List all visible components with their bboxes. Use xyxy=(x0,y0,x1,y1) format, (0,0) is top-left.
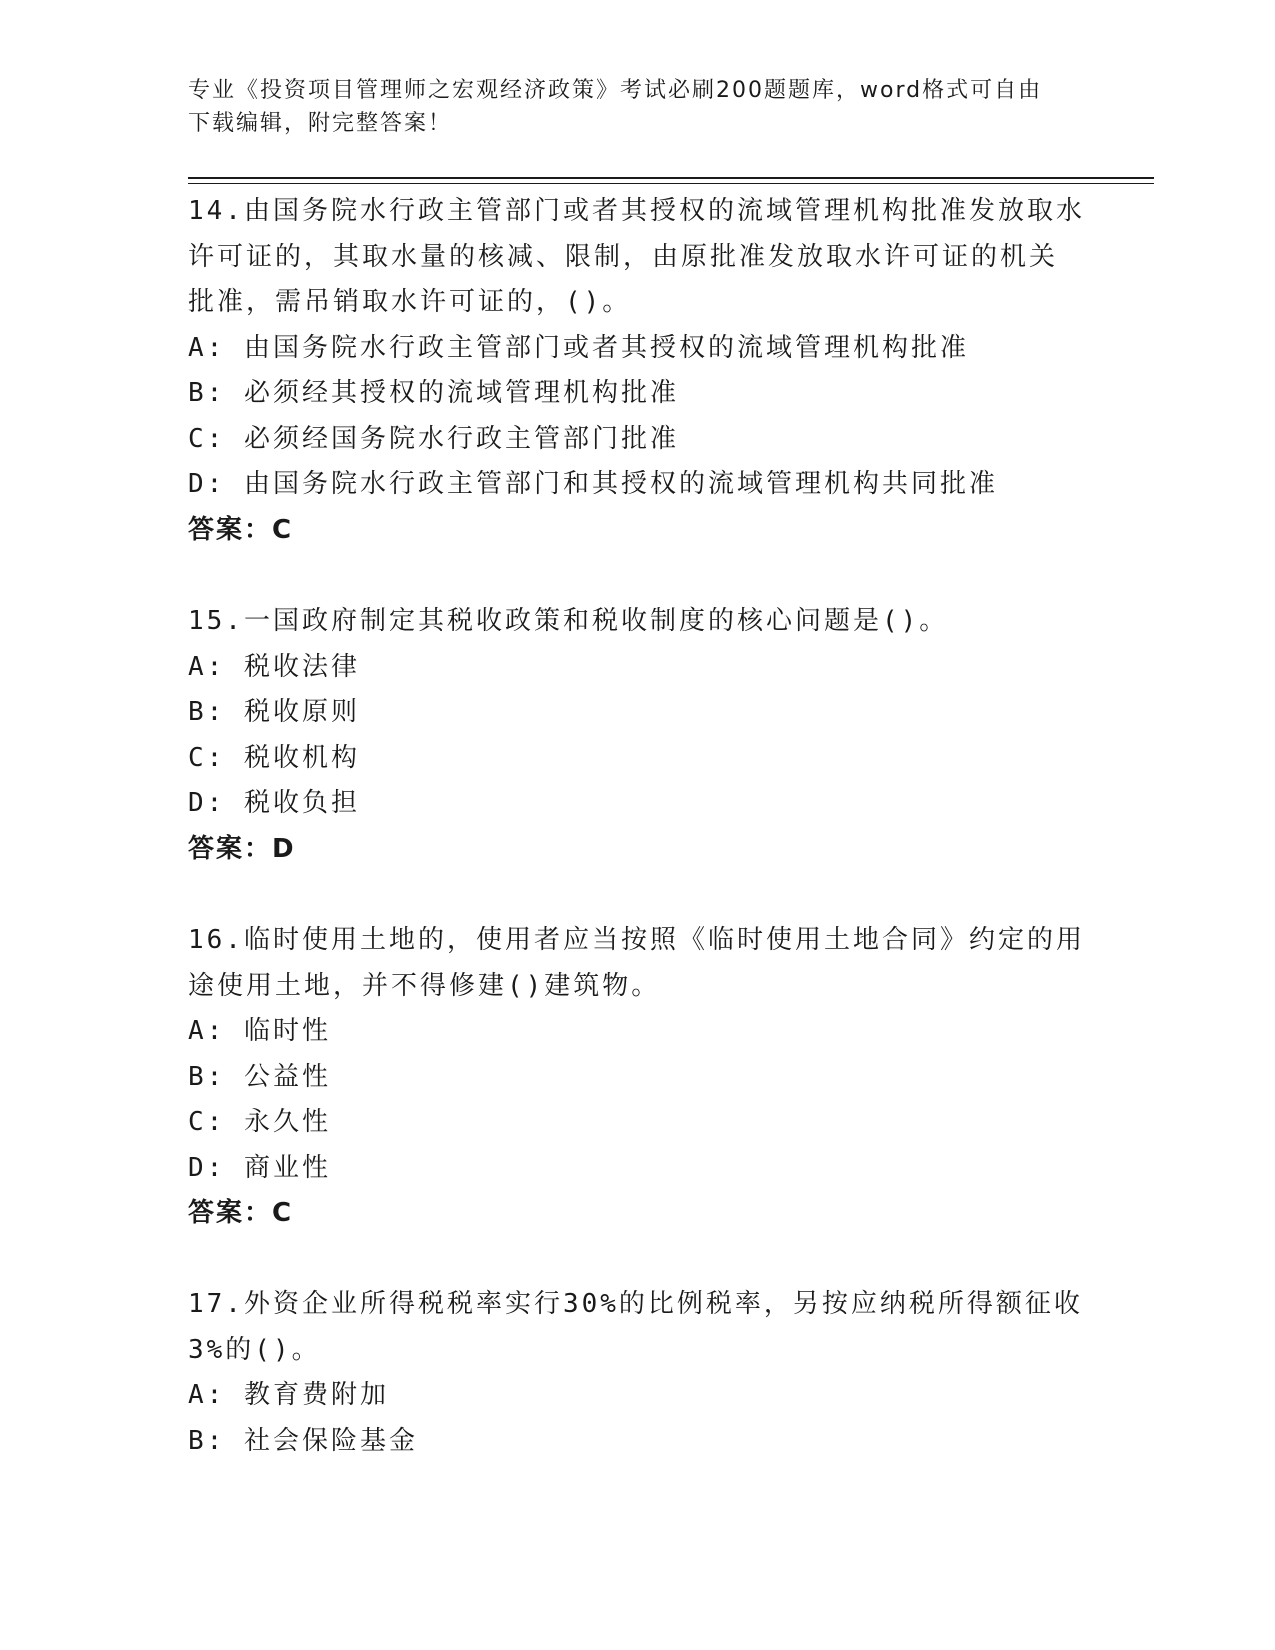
option-a: A: 税收法律 xyxy=(188,651,360,682)
option-a: A: 临时性 xyxy=(188,1016,331,1046)
option-c: C: 永久性 xyxy=(188,1107,331,1137)
option-c: C: 税收机构 xyxy=(188,742,360,773)
question-16 xyxy=(188,918,1088,1237)
header-divider-thick xyxy=(188,177,1154,179)
option-c: C: 必须经国务院水行政主管部门批准 xyxy=(188,423,679,454)
document-header xyxy=(188,74,1088,140)
answer: 答案：D xyxy=(188,833,296,864)
question-stem-line: 批准，需吊销取水许可证的，()。 xyxy=(188,287,632,317)
header-line-1: 专业《投资项目管理师之宏观经济政策》考试必刷200题题库，word格式可自由 xyxy=(188,78,1043,103)
option-b: B: 必须经其授权的流域管理机构批准 xyxy=(188,378,679,408)
option-d: D: 由国务院水行政主管部门和其授权的流域管理机构共同批准 xyxy=(188,469,998,499)
answer: 答案：C xyxy=(188,1198,294,1228)
question-stem-line: 16.临时使用土地的，使用者应当按照《临时使用土地合同》约定的用 xyxy=(188,925,1085,955)
option-d: D: 税收负担 xyxy=(188,788,360,818)
question-stem-line: 3%的()。 xyxy=(188,1334,321,1365)
option-d: D: 商业性 xyxy=(188,1152,331,1183)
question-stem-line: 许可证的，其取水量的核减、限制，由原批准发放取水许可证的机关 xyxy=(188,241,1059,272)
question-stem-line: 15.一国政府制定其税收政策和税收制度的核心问题是()。 xyxy=(188,606,949,636)
question-17 xyxy=(188,1282,1088,1464)
option-b: B: 税收原则 xyxy=(188,697,360,727)
question-14 xyxy=(188,189,1088,553)
option-a: A: 由国务院水行政主管部门或者其授权的流域管理机构批准 xyxy=(188,332,969,363)
header-line-2: 下载编辑，附完整答案！ xyxy=(188,111,453,136)
question-stem-line: 途使用土地，并不得修建()建筑物。 xyxy=(188,970,661,1001)
answer: 答案：C xyxy=(188,514,294,545)
option-a: A: 教育费附加 xyxy=(188,1380,389,1410)
option-b: B: 公益性 xyxy=(188,1061,331,1092)
question-stem-line: 17.外资企业所得税税率实行30%的比例税率，另按应纳税所得额征收 xyxy=(188,1289,1083,1319)
option-b: B: 社会保险基金 xyxy=(188,1425,418,1456)
question-15 xyxy=(188,599,1088,872)
header-divider-thin xyxy=(188,183,1154,184)
question-stem-line: 14.由国务院水行政主管部门或者其授权的流域管理机构批准发放取水 xyxy=(188,196,1085,226)
